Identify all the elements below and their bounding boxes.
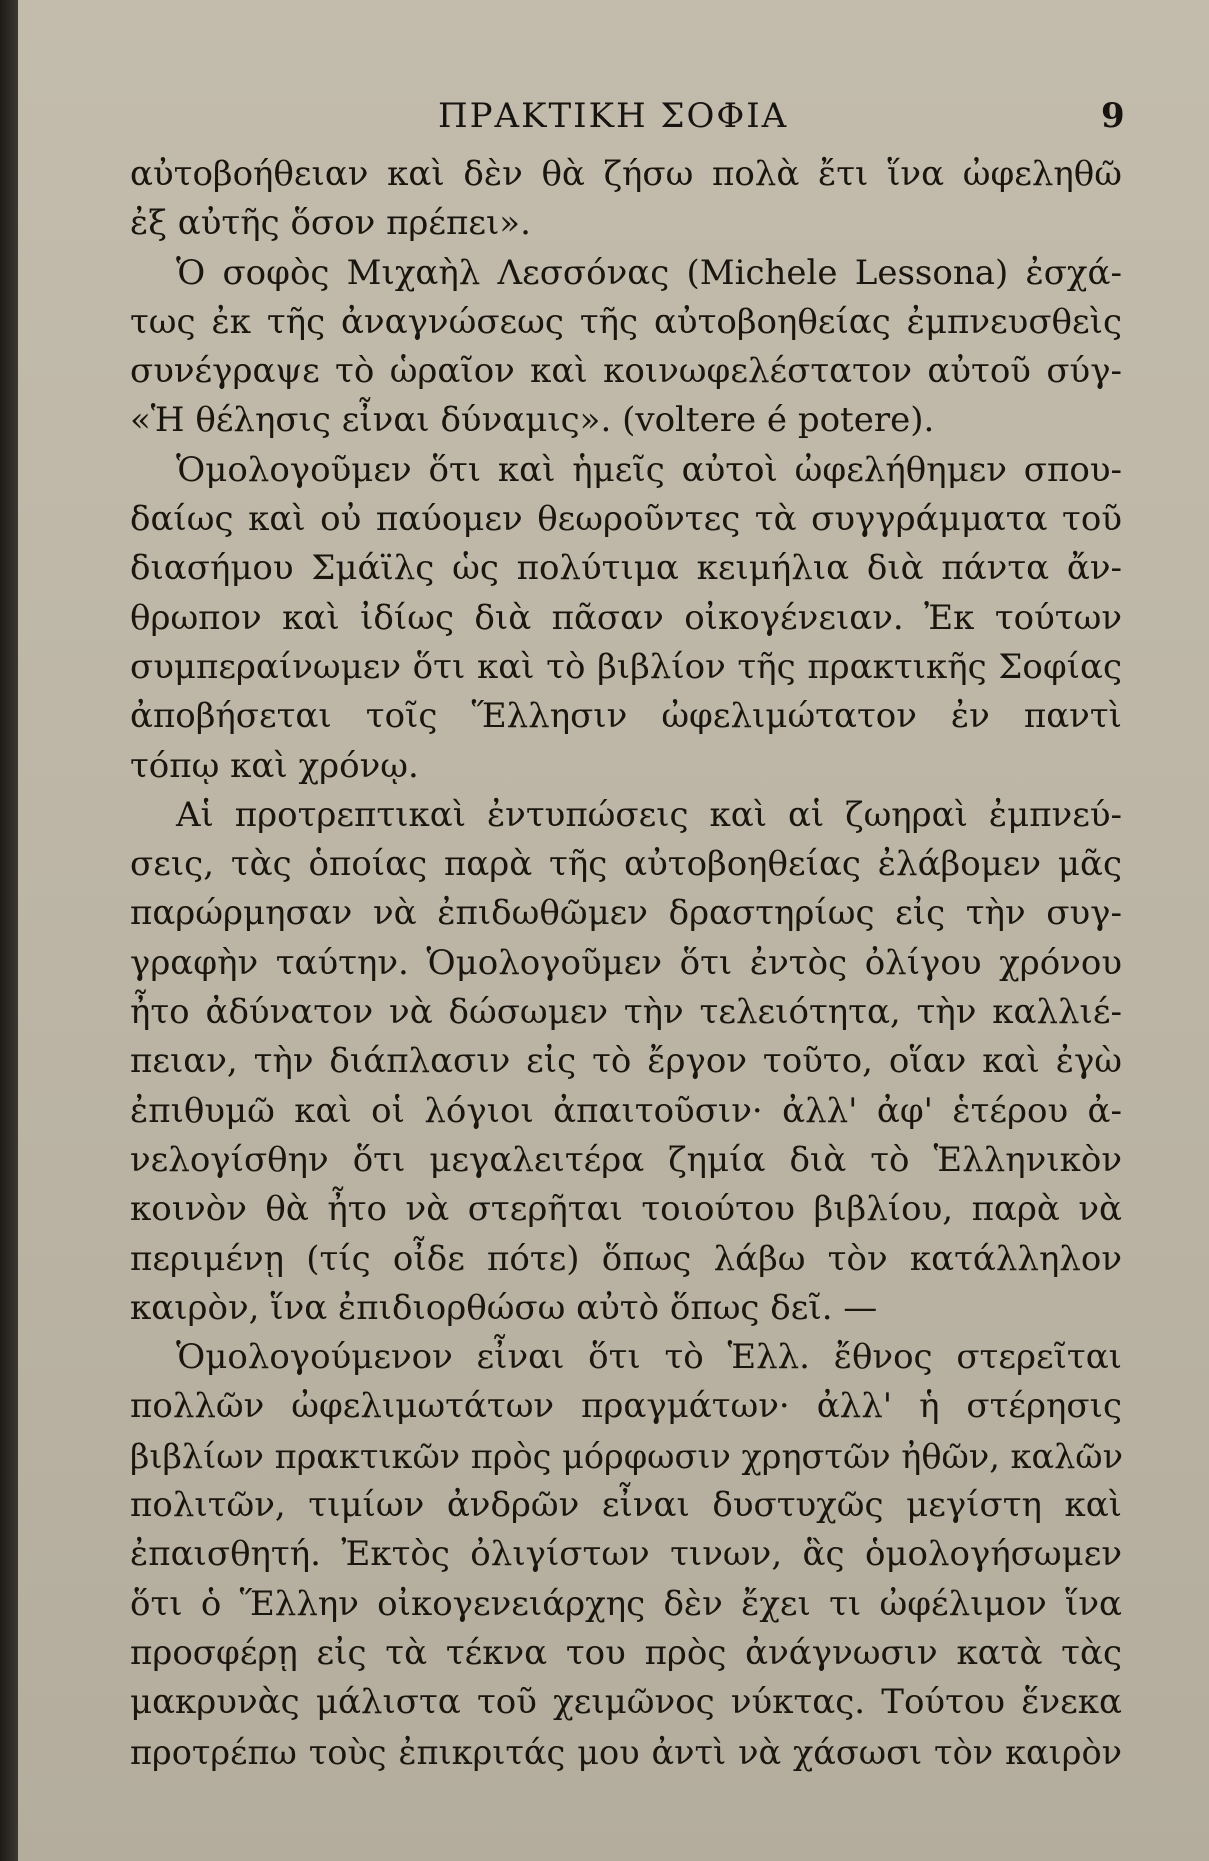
page-header (18, 82, 1209, 142)
text-line: προσφέρῃ εἰς τὰ τέκνα του πρὸς ἀνάγνωσιν κατὰ τὰς (130, 1632, 1122, 1673)
text-line: συνέγραψε τὸ ὡραῖον καὶ κοινωφελέστατον αὐτοῦ σύγ- (130, 351, 1122, 392)
text-line: παρώρμησαν νὰ ἐπιδωθῶμεν δραστηρίως εἰς τὴν συγ- (130, 893, 1122, 934)
text-line: τως ἐκ τῆς ἀναγνώσεως τῆς αὐτοβοηθείας ἐμπνευσθεὶς (130, 301, 1122, 342)
text-line: σεις, τὰς ὁποίας παρὰ τῆς αὐτοβοηθείας ἐλάβομεν μᾶς (130, 844, 1122, 885)
text-line: νελογίσθην ὅτι μεγαλειτέρα ζημία διὰ τὸ Ἑλληνικὸν (130, 1139, 1122, 1180)
text-line: τόπῳ καὶ χρόνῳ. (130, 745, 419, 786)
text-line: γραφὴν ταύτην. Ὁμολογοῦμεν ὅτι ἐντὸς ὀλίγου χρόνου (130, 942, 1122, 983)
text-line: ἐξ αὐτῆς ὅσον πρέπει». (130, 203, 531, 244)
body-text (130, 150, 1122, 1777)
text-line: κοινὸν θὰ ἦτο νὰ στερῆται τοιούτου βιβλίου, παρὰ νὰ (130, 1189, 1122, 1230)
paragraph-start-line: Αἱ προτρεπτικαὶ ἐντυπώσεις καὶ αἱ ζωηραὶ ἐμπνεύ- (176, 794, 1122, 835)
text-line: δαίως καὶ οὐ παύομεν θεωροῦντες τὰ συγγράμματα τοῦ (130, 499, 1122, 540)
text-line: «Ἡ θέλησις εἶναι δύναμις». (voltere é potere). (130, 400, 935, 441)
text-line: πειαν, τὴν διάπλασιν εἰς τὸ ἔργον τοῦτο, οἵαν καὶ ἐγὼ (130, 1041, 1122, 1082)
text-line: πολλῶν ὠφελιμωτάτων πραγμάτων· ἀλλ' ἡ στέρησις (130, 1386, 1122, 1427)
text-line: ὅτι ὁ Ἕλλην οἰκογενειάρχης δὲν ἔχει τι ὠφέλιμον ἵνα (130, 1583, 1122, 1624)
paragraph-start-line: Ὁμολογοῦμεν ὅτι καὶ ἡμεῖς αὐτοὶ ὠφελήθημεν σπου- (176, 449, 1122, 490)
text-line: προτρέπω τοὺς ἐπικριτάς μου ἀντὶ νὰ χάσωσι τὸν καιρὸν (130, 1732, 1122, 1772)
text-line: πολιτῶν, τιμίων ἀνδρῶν εἶναι δυστυχῶς μεγίστη καὶ (130, 1485, 1122, 1526)
text-line: περιμένῃ (τίς οἶδε πότε) ὅπως λάβω τὸν κατάλληλον (130, 1238, 1122, 1279)
paragraph-start-line: Ὁμολογούμενον εἶναι ὅτι τὸ Ἑλλ. ἔθνος στερεῖται (176, 1337, 1122, 1378)
text-line: καιρὸν, ἵνα ἐπιδιορθώσω αὐτὸ ὅπως δεῖ. — (130, 1287, 878, 1328)
running-title: ΠΡΑΚΤΙΚΗ ΣΟΦΙΑ (438, 96, 789, 136)
text-line: ἐπαισθητή. Ἐκτὸς ὀλιγίστων τινων, ἃς ὁμολογήσωμεν (130, 1534, 1122, 1575)
text-line: ἦτο ἀδύνατον νὰ δώσωμεν τὴν τελειότητα, τὴν καλλιέ- (130, 992, 1122, 1033)
page-number: 9 (1101, 96, 1125, 136)
text-line: μακρυνὰς μάλιστα τοῦ χειμῶνος νύκτας. Τούτου ἕνεκα (130, 1682, 1122, 1723)
text-line: αὐτοβοήθειαν καὶ δὲν θὰ ζήσω πολὰ ἔτι ἵνα ὠφεληθῶ (130, 154, 1122, 194)
book-spine-shadow (0, 0, 18, 1861)
text-line: διασήμου Σμάϊλς ὡς πολύτιμα κειμήλια διὰ πάντα ἄν- (130, 548, 1122, 589)
text-line: θρωπον καὶ ἰδίως διὰ πᾶσαν οἰκογένειαν. Ἐκ τούτων (130, 597, 1122, 638)
book-page (18, 0, 1209, 1861)
paragraph-start-line: Ὁ σοφὸς Μιχαὴλ Λεσσόνας (Michele Lessona) ἐσχά- (176, 252, 1122, 293)
text-line: ἀποβήσεται τοῖς Ἕλλησιν ὠφελιμώτατον ἐν παντὶ (130, 696, 1122, 737)
text-line: συμπεραίνωμεν ὅτι καὶ τὸ βιβλίον τῆς πρακτικῆς Σοφίας (130, 646, 1122, 687)
text-line: ἐπιθυμῶ καὶ οἱ λόγιοι ἀπαιτοῦσιν· ἀλλ' ἀφ' ἑτέρου ἀ- (130, 1090, 1122, 1131)
text-line: βιβλίων πρακτικῶν πρὸς μόρφωσιν χρηστῶν ἠθῶν, καλῶν (130, 1436, 1123, 1476)
